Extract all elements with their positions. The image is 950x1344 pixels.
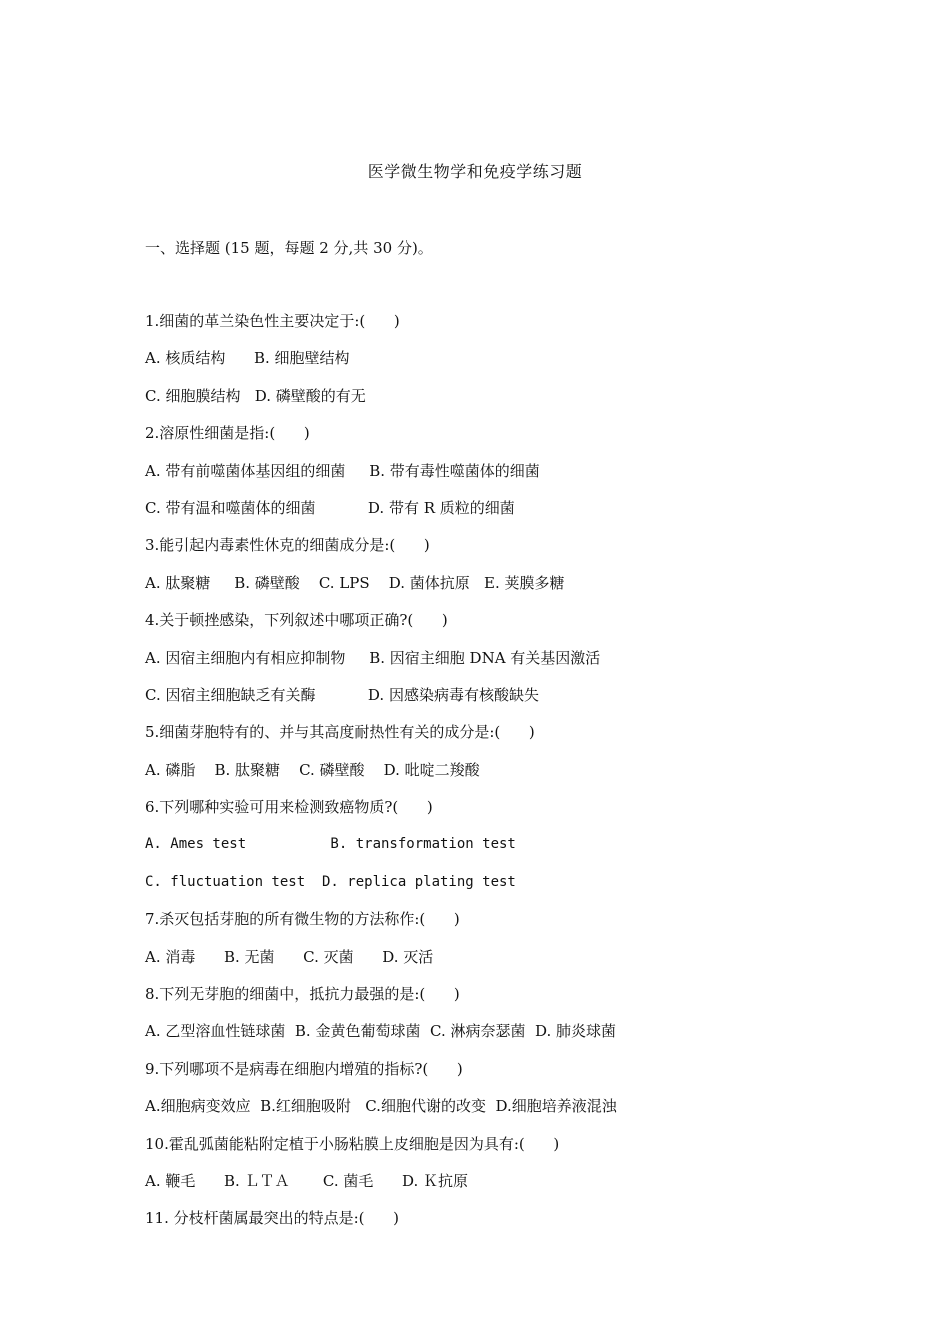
question-1-options-cd: C. 细胞膜结构 D. 磷壁酸的有无 <box>145 386 366 405</box>
question-9-stem: 9.下列哪项不是病毒在细胞内增殖的指标?( ) <box>145 1059 463 1078</box>
question-4-options-ab: A. 因宿主细胞内有相应抑制物 B. 因宿主细胞 DNA 有关基因激活 <box>145 648 601 667</box>
question-9-options: A.细胞病变效应 B.红细胞吸附 C.细胞代谢的改变 D.细胞培养液混浊 <box>145 1097 617 1116</box>
question-1-options-ab: A. 核质结构 B. 细胞壁结构 <box>145 349 350 368</box>
question-3-options: A. 肽聚糖 B. 磷壁酸 C. LPS D. 菌体抗原 E. 荚膜多糖 <box>145 573 565 592</box>
question-10-stem: 10.霍乱弧菌能粘附定植于小肠粘膜上皮细胞是因为具有:( ) <box>145 1134 560 1153</box>
question-2-options-ab: A. 带有前噬菌体基因组的细菌 B. 带有毒性噬菌体的细菌 <box>145 461 540 480</box>
question-10-options: A. 鞭毛 B. ＬＴＡ C. 菌毛 D. Ｋ抗原 <box>145 1171 469 1190</box>
question-6-stem: 6.下列哪种实验可用来检测致癌物质?( ) <box>145 798 433 817</box>
section-heading: 一、选择题 (15 题，每题 2 分,共 30 分)。 <box>145 239 433 257</box>
question-3-stem: 3.能引起内毒素性休克的细菌成分是:( ) <box>145 536 430 555</box>
question-5-stem: 5.细菌芽胞特有的、并与其高度耐热性有关的成分是:( ) <box>145 723 535 742</box>
question-2-options-cd: C. 带有温和噬菌体的细菌 D. 带有 R 质粒的细菌 <box>145 498 515 517</box>
question-6-options-cd: C. fluctuation test D. replica plating test <box>145 873 516 890</box>
question-4-options-cd: C. 因宿主细胞缺乏有关酶 D. 因感染病毒有核酸缺失 <box>145 685 539 704</box>
question-11-stem: 11. 分枝杆菌属最突出的特点是:( ) <box>145 1209 399 1228</box>
question-6-options-ab: A. Ames test B. transformation test <box>145 836 516 853</box>
question-7-options: A. 消毒 B. 无菌 C. 灭菌 D. 灭活 <box>145 947 434 966</box>
page-title: 医学微生物学和免疫学练习题 <box>367 162 583 181</box>
question-4-stem: 4.关于顿挫感染，下列叙述中哪项正确?( ) <box>145 611 448 630</box>
question-8-options: A. 乙型溶血性链球菌 B. 金黄色葡萄球菌 C. 淋病奈瑟菌 D. 肺炎球菌 <box>145 1022 617 1041</box>
question-5-options: A. 磷脂 B. 肽聚糖 C. 磷壁酸 D. 吡啶二羧酸 <box>145 760 480 779</box>
question-7-stem: 7.杀灭包括芽胞的所有微生物的方法称作:( ) <box>145 910 460 929</box>
question-list <box>145 309 845 1244</box>
question-1-stem: 1.细菌的革兰染色性主要决定于:( ) <box>145 312 400 330</box>
question-2-stem: 2.溶原性细菌是指:( ) <box>145 424 310 443</box>
question-8-stem: 8.下列无芽胞的细菌中，抵抗力最强的是:( ) <box>145 985 460 1004</box>
